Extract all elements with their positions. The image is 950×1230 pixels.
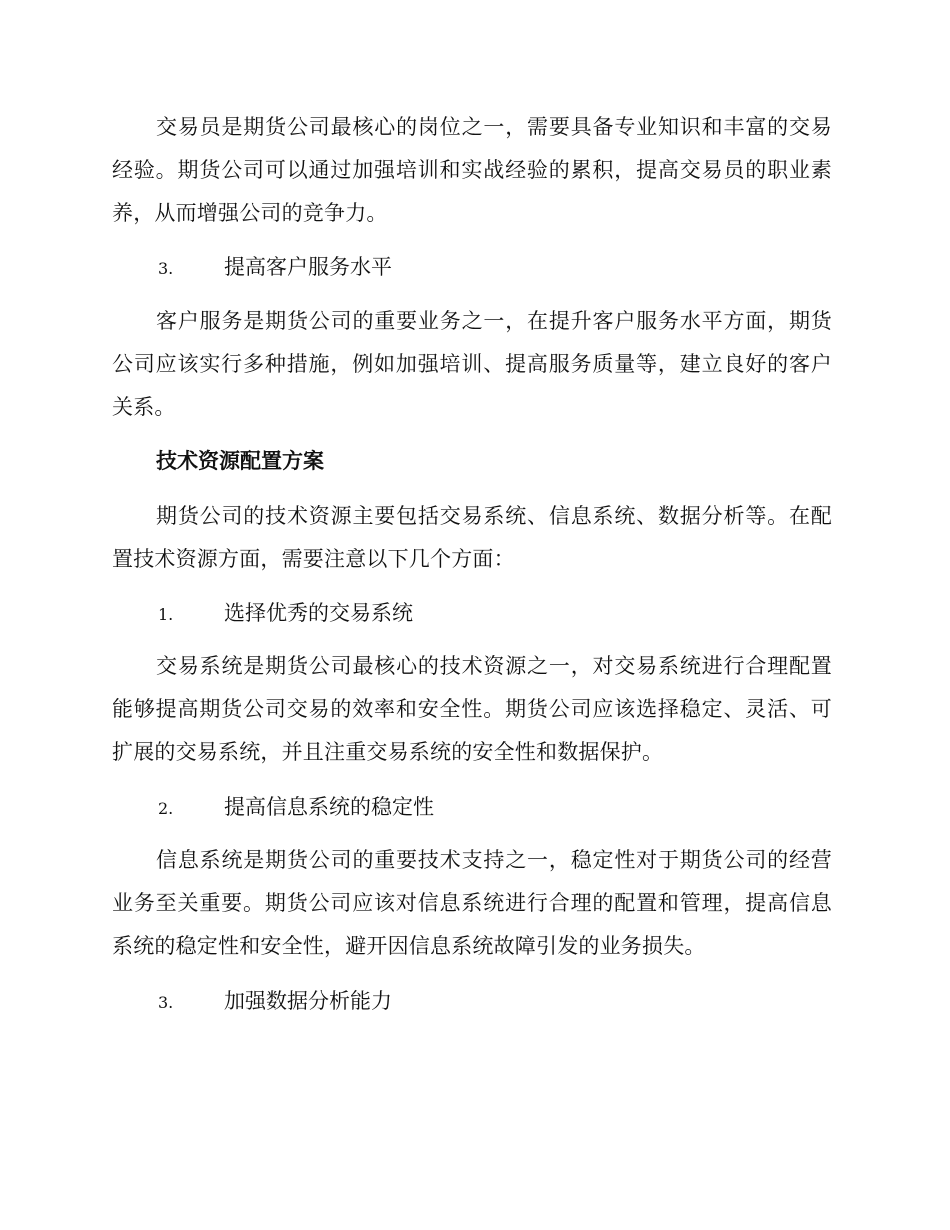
- paragraph-trading-system: 交易系统是期货公司最核心的技术资源之一，对交易系统进行合理配置能够提高期货公司交易的效率和安全性。期货公司应该选择稳定、灵活、可扩展的交易系统，并且注重交易系统的安全性和数据保护。: [112, 654, 832, 764]
- list-item-customer-service: [158, 253, 838, 283]
- paragraph-trader: 交易员是期货公司最核心的岗位之一，需要具备专业知识和丰富的交易经验。期货公司可以通过加强培训和实战经验的累积，提高交易员的职业素养，从而增强公司的竞争力。: [112, 115, 832, 225]
- list-item-data-analysis: [158, 987, 838, 1017]
- paragraph-customer-service: 客户服务是期货公司的重要业务之一，在提升客户服务水平方面，期货公司应该实行多种措施，例如加强培训、提高服务质量等，建立良好的客户关系。: [112, 309, 832, 419]
- paragraph-tech-resources: 期货公司的技术资源主要包括交易系统、信息系统、数据分析等。在配置技术资源方面，需要注意以下几个方面：: [112, 504, 832, 571]
- section-heading: 技术资源配置方案: [156, 448, 324, 473]
- list-number: 1.: [158, 605, 174, 624]
- list-number: 3.: [158, 259, 174, 278]
- list-item-text: 选择优秀的交易系统: [224, 601, 413, 625]
- list-item-text: 加强数据分析能力: [224, 989, 392, 1013]
- list-item-text: 提高信息系统的稳定性: [224, 795, 434, 819]
- list-number: 2.: [158, 799, 174, 818]
- list-item-trading-system: [158, 599, 838, 629]
- list-item-info-system: [158, 793, 838, 823]
- list-number: 3.: [158, 993, 174, 1012]
- list-item-text: 提高客户服务水平: [224, 255, 392, 279]
- paragraph-info-system: 信息系统是期货公司的重要技术支持之一，稳定性对于期货公司的经营业务至关重要。期货公司应该对信息系统进行合理的配置和管理，提高信息系统的稳定性和安全性，避开因信息系统故障引发的业务损失。: [112, 848, 832, 958]
